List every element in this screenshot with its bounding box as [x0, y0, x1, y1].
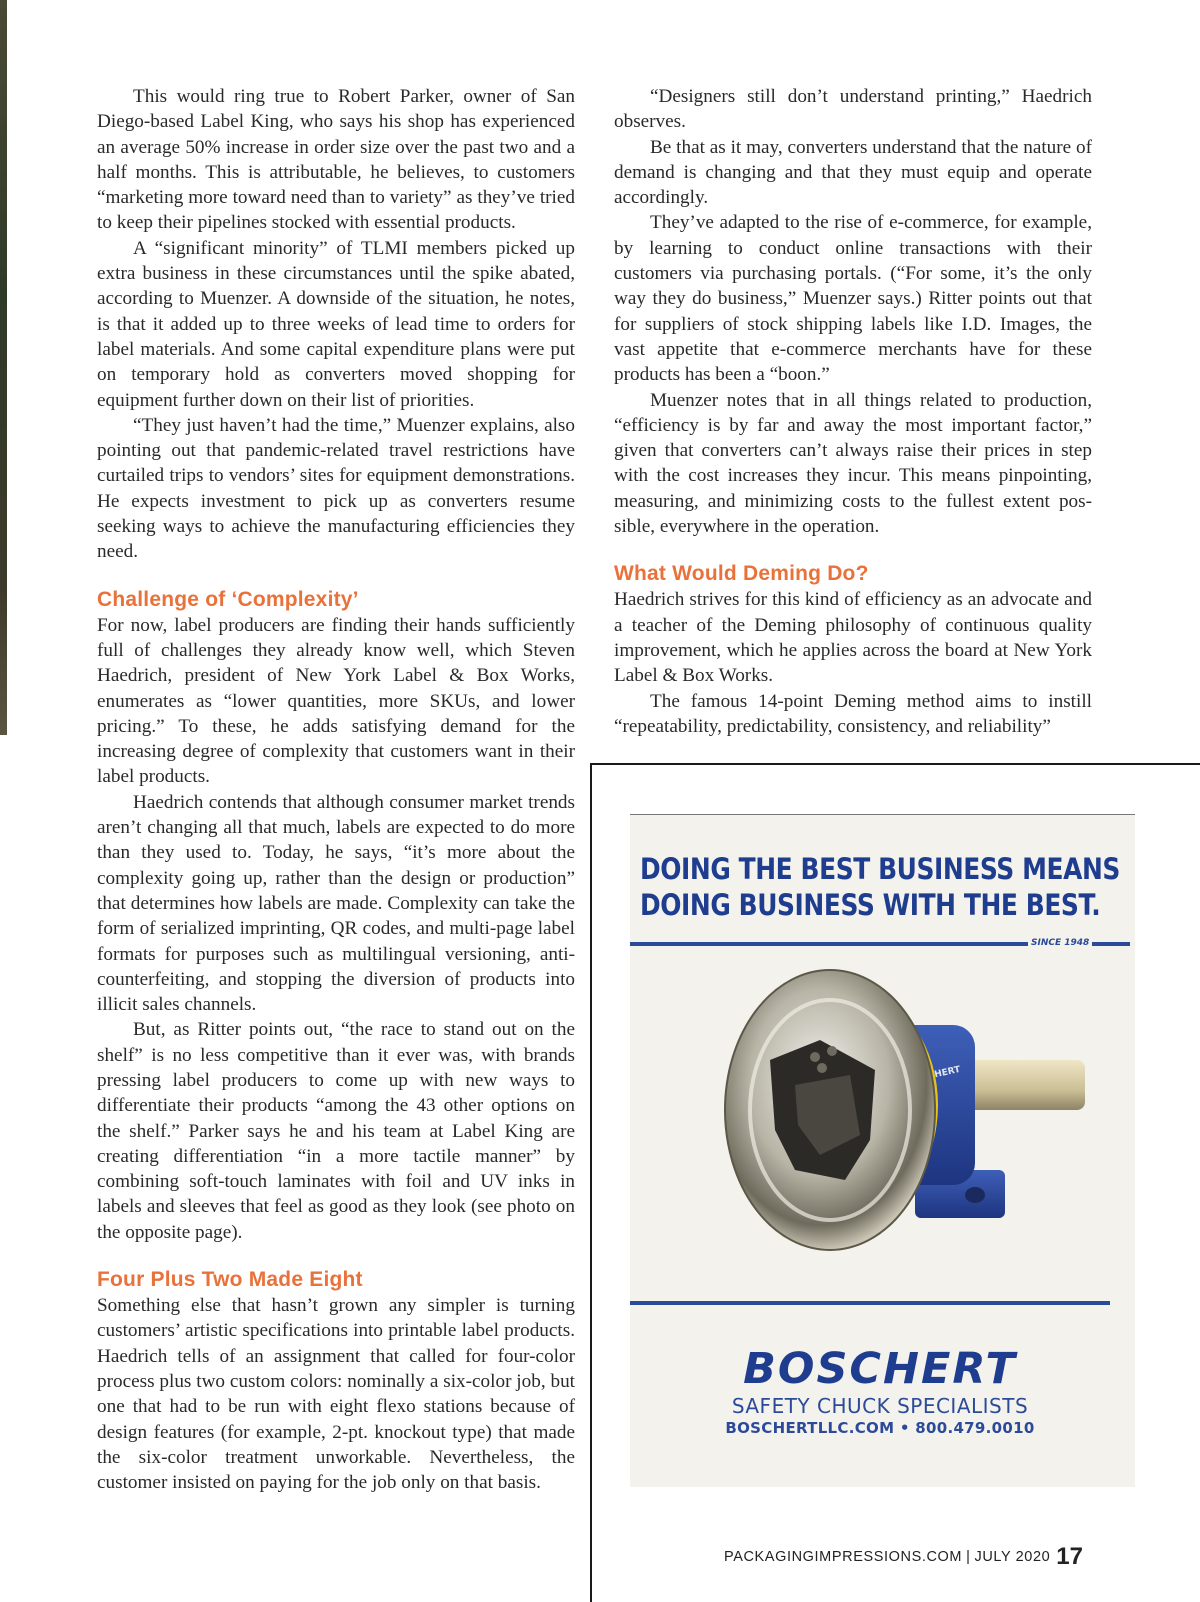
section-heading: What Would Deming Do? — [614, 562, 869, 586]
ad-headline — [640, 851, 1120, 923]
page-number: 17 — [1056, 1543, 1083, 1570]
paragraph: “Designers still don’t understand printing,” Haedrich observes. — [614, 86, 1092, 133]
chuck-base-hole — [965, 1187, 985, 1203]
paragraph: This would ring true to Robert Parker, owner of San Diego-based Label King, who says his shop has experienced an average 50% increase in order size over the past two and a half months. This is attributable, he believes, to customers “marketing more toward need than to variety” as they’ve tried to keep their pipelines stocked with essential products. — [97, 86, 575, 234]
chuck-bolt-3 — [817, 1063, 827, 1073]
ad-contact: BOSCHERTLLC.COM • 800.479.0010 — [725, 1419, 1035, 1437]
paragraph: But, as Ritter points out, “the race to stand out on the shelf” is no less competitive than it ever was, with brands pressing label producers to come up with new ways to differentiate their products “among the 43 other options on the shelf.” Parker says he and his team at Label King are creating differentiation “in a more tactile manner” by combining soft-touch laminates with foil and UV inks in labels and sleeves that feel as good as they look (see photo on the opposite page). — [97, 1019, 575, 1243]
ad-brand-logo: BOSCHERT — [743, 1344, 1017, 1394]
section-heading: Challenge of ‘Complexity’ — [97, 587, 359, 611]
paragraph: Be that as it may, converters understand that the nature of demand is changing and that they must equip and operate accordingly. — [614, 136, 1092, 209]
chuck-bolt-2 — [827, 1046, 837, 1056]
paragraph: Something else that hasn’t grown any simpler is turning customers’ artistic specifications into printable label products. Haedrich tells of an assignment that called for four-color process plus two custom colors: nominally a six-color job, but one that had to be run with eight flexo stations because of design features (for example, 2-pt. knockout type) that made the six-color treatment unworkable. Nevertheless, the customer insisted on paying for the job only on that basis. — [97, 1295, 575, 1494]
ad-bottom-rule — [630, 1301, 1110, 1305]
page-footer — [724, 1543, 1083, 1571]
boschert-advertisement — [630, 814, 1135, 1487]
chuck-bolt-1 — [810, 1052, 820, 1062]
footer-site: PACKAGINGIMPRESSIONS.COM — [724, 1549, 963, 1565]
ad-tagline: SAFETY CHUCK SPECIALISTS — [731, 1394, 1029, 1418]
safety-chuck-photo — [700, 965, 1100, 1275]
paragraph: Haedrich strives for this kind of efficiency as an advocate and a teacher of the Deming philosophy of continuous quality improvement, which he applies across the board at New York Label & Box Works. — [614, 589, 1092, 687]
edge-photo-strip — [0, 0, 7, 735]
paragraph: The famous 14-point Deming method aims to instill “repeatability, predictability, consistency, and reliability” — [614, 690, 1092, 737]
paragraph: For now, label producers are finding their hands sufficiently full of challenges they already know well, which Steven Haedrich, president of New York Label & Box Works, enumerates as “lower quantities, more SKUs, and lower pricing.” To these, he adds satisfying demand for the increasing degree of complexity that customers want in their label products. — [97, 614, 575, 788]
ad-headline-line-1: DOING THE BEST BUSINESS MEANS — [640, 852, 1120, 886]
footer-issue: JULY 2020 — [974, 1549, 1051, 1565]
left-column — [97, 84, 575, 1495]
footer-separator: | — [966, 1549, 971, 1565]
ad-headline-line-2: DOING BUSINESS WITH THE BEST. — [640, 888, 1101, 922]
ad-since-label: SINCE 1948 — [1028, 938, 1092, 948]
paragraph: Muenzer notes that in all things related to production, “efficiency is by far and away the most important factor,” given that converters can’t always raise their prices in step with the cost increases they incur. This means pinpointing, measuring, and minimizing costs to the fullest extent possible, everywhere in the operation. — [614, 389, 1092, 538]
paragraph: They’ve adapted to the rise of e-commerce, for example, by learning to conduct online transactions with their customers via purchasing portals. (“For some, it’s the only way they do business,” Muenzer says.) Ritter points out that for suppliers of stock shipping labels like I.D. Images, the vast appetite that e-commerce merchants have for these products has been a “boon.” — [614, 212, 1092, 386]
right-column — [614, 84, 1092, 739]
paragraph: A “significant minority” of TLMI members picked up extra business in these circumstances until the spike abated, according to Muenzer. A downside of the situation, he notes, is that it added up to three weeks of lead time to orders for label materials. And some capital expenditure plans were put on temporary hold as converters moved shopping for equipment further down on their list of priorities. — [97, 237, 575, 411]
section-heading: Four Plus Two Made Eight — [97, 1268, 363, 1292]
paragraph: “They just haven’t had the time,” Muenzer explains, also pointing out that pandemic-related travel restrictions have curtailed trips to vendors’ sites for equipment demonstrations. He expects investment to pick up as converters resume seeking ways to achieve the manufacturing efficiencies they need. — [97, 414, 575, 563]
paragraph: Haedrich contends that although consumer market trends aren’t changing all that much, labels are expected to do more than they used to. Today, he says, “it’s more about the complexity going up, rather than the design or production” that determines how labels are made. Complexity can take the form of serialized imprinting, QR codes, and multi-page label formats for purposes such as multilingual versioning, anti-counterfeiting, and stopping the diversion of products into illicit sales channels. — [97, 791, 575, 1016]
